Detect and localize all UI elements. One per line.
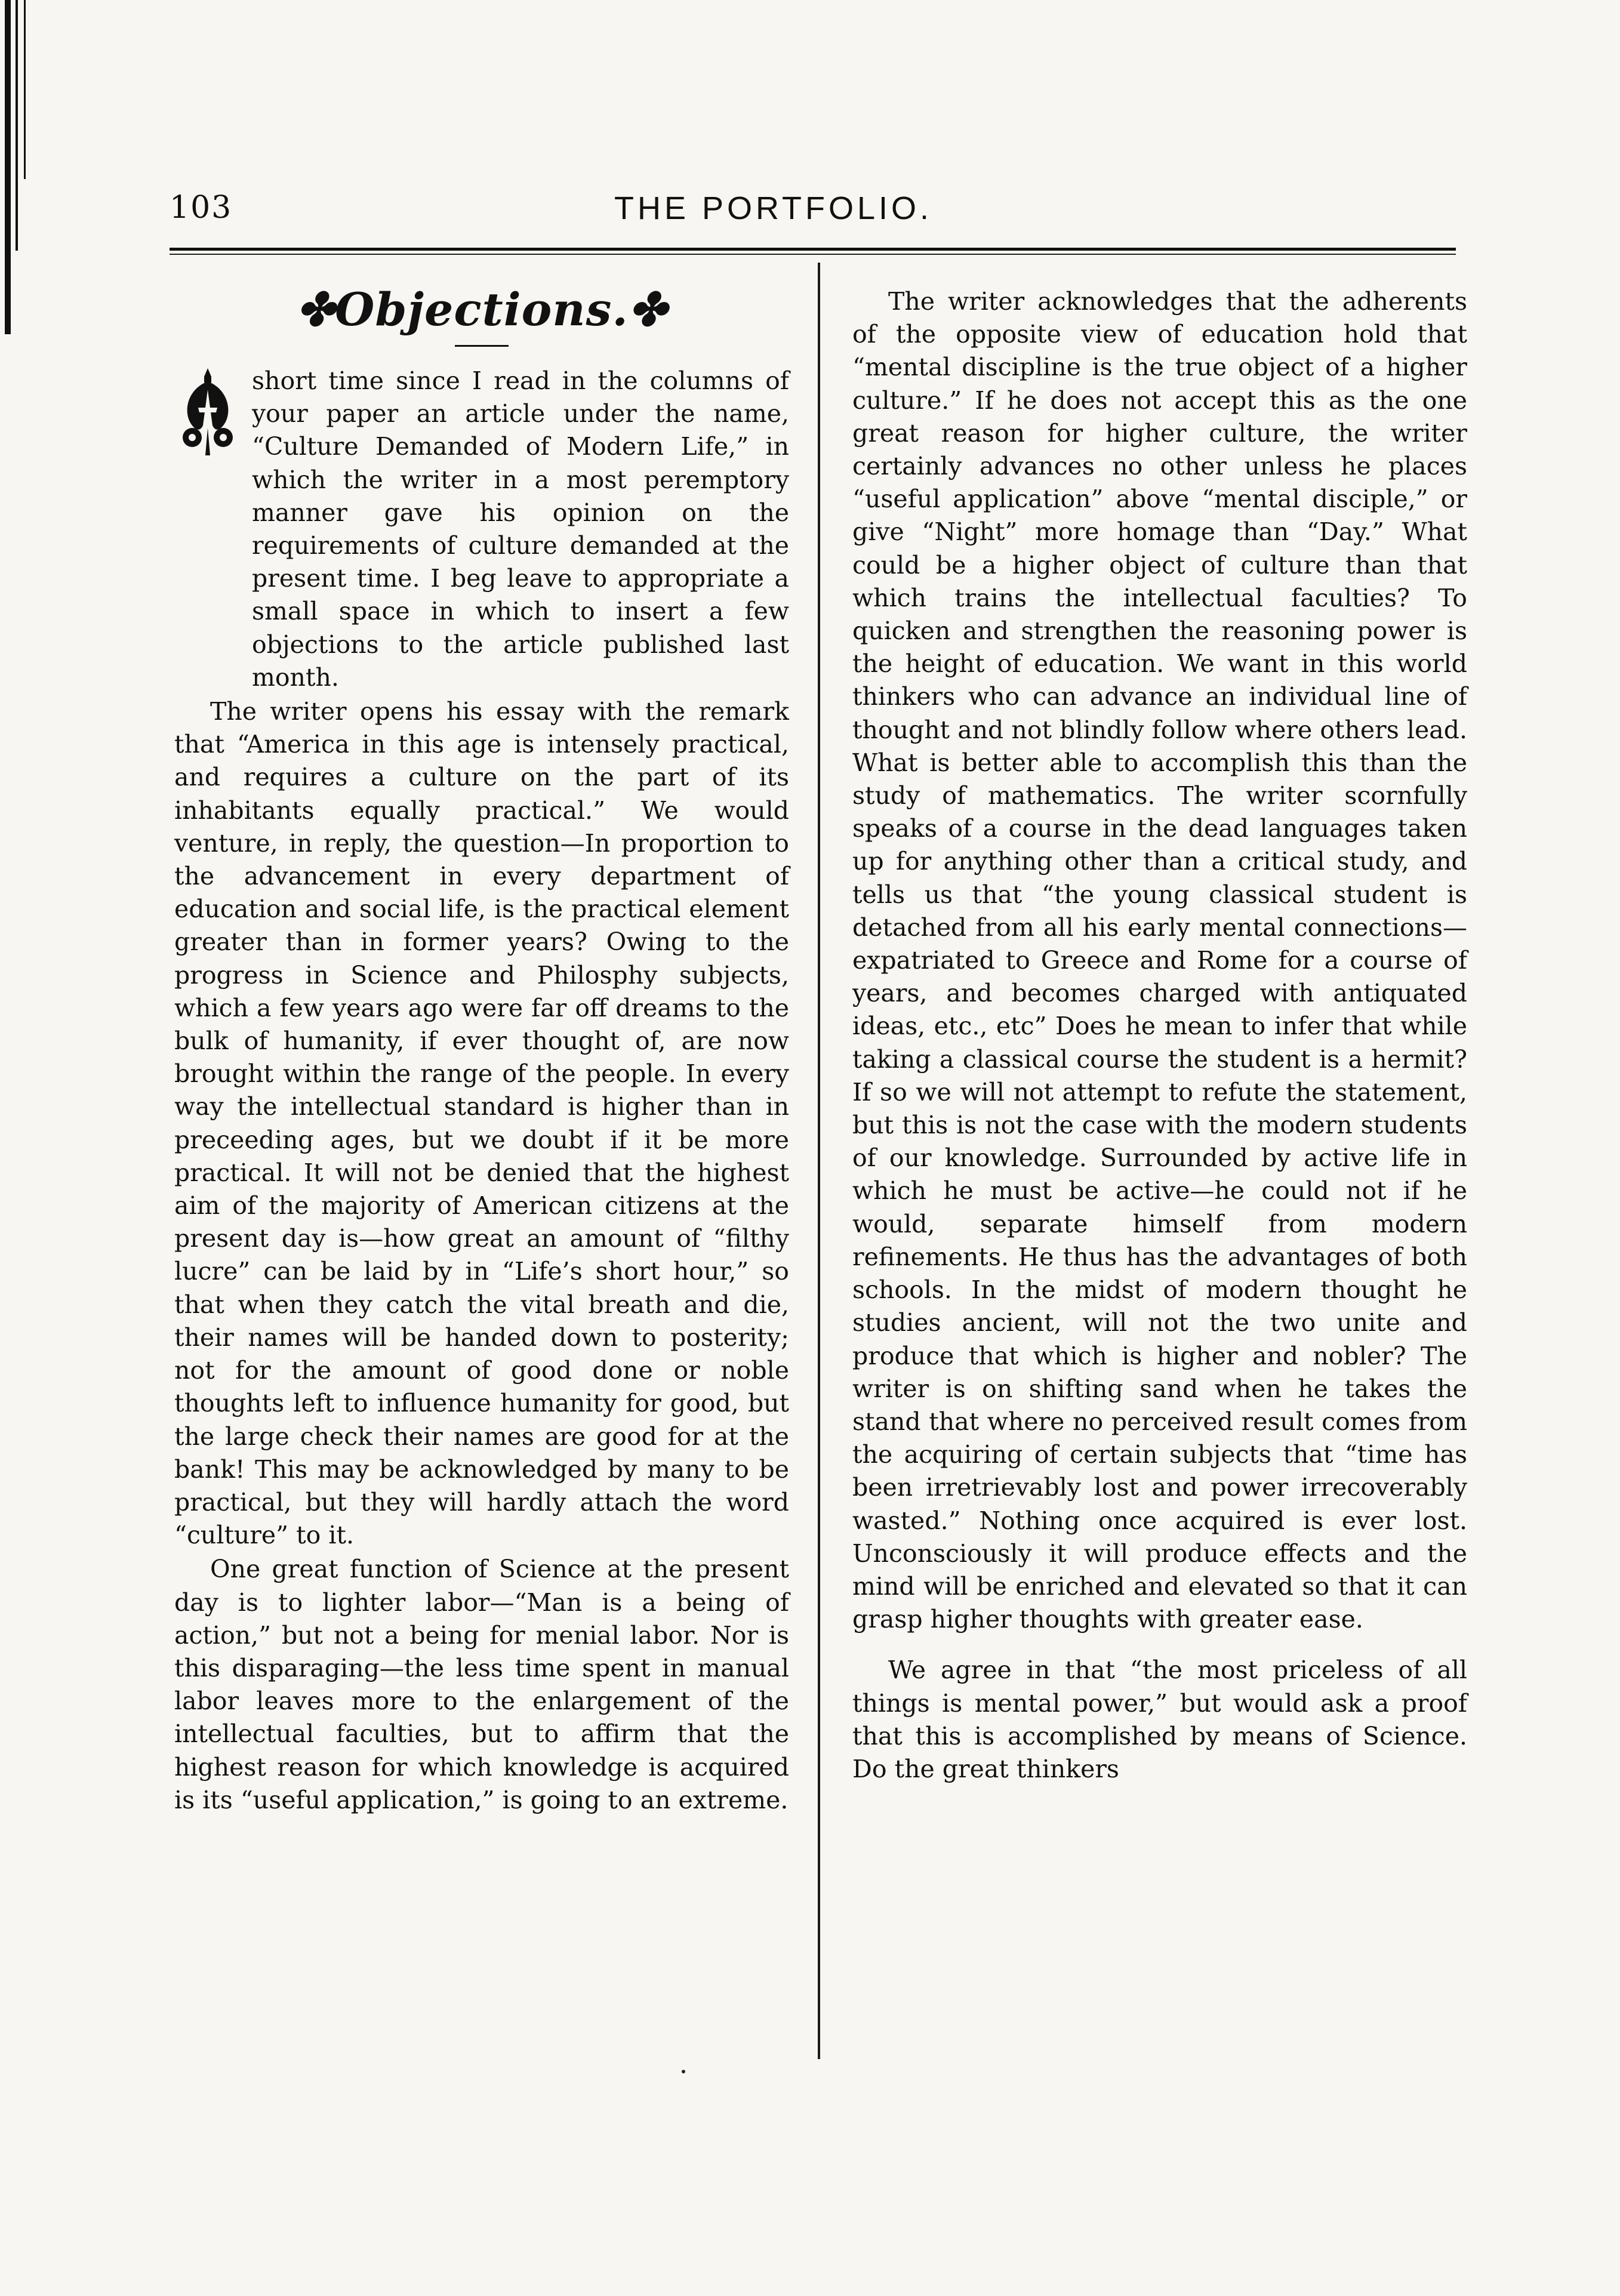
article-title bbox=[174, 281, 789, 339]
paragraph: The writer acknowledges that the adherents of the opposite view of education hold that “mental discipline is the true object of a higher culture.” If he does not accept this as the one great reason for higher culture, the writer certainly advances no other unless he places “useful application” above “mental disciple,” or give “Night” more homage than “Day.” What could be a higher object of culture than that which trains the intellectual faculties? To quicken and strengthen the reasoning power is the height of education. We want in this world thinkers who can advance an individual line of thought and not blindly follow where others lead. What is better able to accomplish this than the study of mathematics. The writer scornfully speaks of a course in the dead languages taken up for anything other than a critical study, and tells us that “the young classical student is detached from all his early mental connections—expatriated to Greece and Rome for a course of years, and becomes charged with antiquated ideas, etc., etc” Does he mean to infer that while taking a classical course the student is a hermit? If so we will not attempt to refute the statement, but this is not the case with the modern students of our knowledge. Surrounded by active life in which he must be active—he could not if he would, separate himself from modern refinements. He thus has the advantages of both schools. In the midst of modern thought he studies ancient, will not the two unite and produce that which is higher and nobler? The writer is on shifting sand when he takes the stand that where no perceived result comes from the acquiring of certain subjects that “time has been irretrievably lost and power irrecoverably wasted.” Nothing once acquired is ever lost. Unconsciously it will produce effects and the mind will be enriched and elevated so that it can grasp higher thoughts with greater ease. bbox=[852, 287, 1467, 1634]
binding-edge bbox=[0, 0, 36, 2296]
paragraph bbox=[174, 365, 789, 694]
print-speck bbox=[682, 2070, 685, 2073]
paragraph: We agree in that “the most priceless of all things is mental power,” but would ask a proof that this is accomplished by means of Science. Do the great thinkers bbox=[852, 1656, 1467, 1783]
left-column bbox=[174, 281, 789, 1817]
article-title-text: Objections. bbox=[335, 283, 629, 336]
drop-cap-a-ornament bbox=[174, 366, 241, 461]
running-title: THE PORTFOLIO. bbox=[614, 190, 933, 226]
title-rule bbox=[455, 345, 509, 347]
header-rule bbox=[170, 248, 1456, 251]
title-ornament-left: ✤ bbox=[296, 283, 335, 336]
binding-mark bbox=[24, 0, 26, 179]
binding-mark bbox=[5, 0, 11, 334]
paragraph-text: short time since I read in the columns of your paper an article under the name, “Culture Demanded of Modern Life,” in which the writer in a most peremptory manner gave his opinion on the requirements of culture demanded at the present time. I beg leave to appropriate a small space in which to insert a few objections to the article published last month. bbox=[252, 366, 789, 692]
paragraph: The writer opens his essay with the remark that “America in this age is intensely practical, and requires a culture on the part of its inhabitants equally practical.” We would venture, in reply, the question—In proportion to the advancement in every department of education and social life, is the practical element greater than in former years? Owing to the progress in Science and Philosphy subjects, which a few years ago were far off dreams to the bulk of humanity, if ever thought of, are now brought within the range of the people. In every way the intellectual standard is higher than in preceeding ages, but we doubt if it be more practical. It will not be denied that the highest aim of the majority of American citizens at the present day is—how great an amount of “filthy lucre” can be laid by in “Life’s short hour,” so that when they catch the vital breath and die, their names will be handed down to posterity; not for the amount of good done or noble thoughts left to influence humanity for good, but the large check their names are good for at the bank! This may be acknowledged by many to be practical, but they will hardly attach the word “culture” to it. bbox=[174, 697, 789, 1550]
column-divider bbox=[818, 263, 820, 2059]
page-header bbox=[170, 190, 1456, 244]
title-ornament-right: ✤ bbox=[628, 283, 667, 336]
binding-mark bbox=[16, 0, 18, 251]
paragraph: One great function of Science at the present day is to lighter labor—“Man is a being of action,” but not a being for menial labor. Nor is this disparaging—the less time spent in manual labor leaves more to the enlargement of the intellectual faculties, but to affirm that the highest reason for which knowledge is acquired is its “useful application,” is going to an extreme. bbox=[174, 1555, 789, 1814]
right-column bbox=[852, 285, 1467, 1786]
page-number: 103 bbox=[170, 190, 233, 226]
header-rule-thin bbox=[170, 254, 1456, 255]
